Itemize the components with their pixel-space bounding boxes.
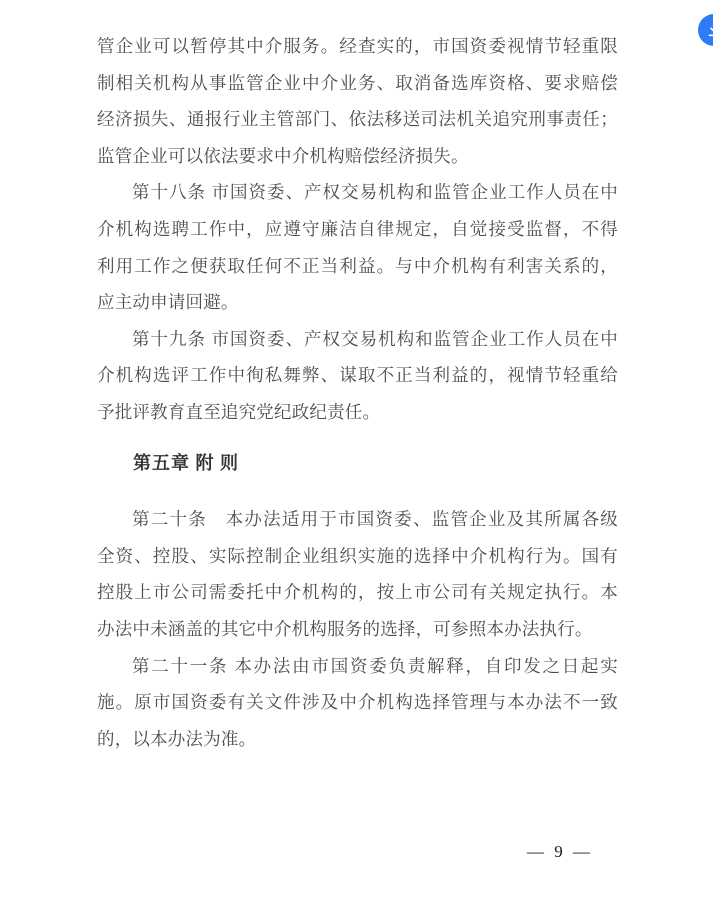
text-line: 施。原市国资委有关文件涉及中介机构选择管理与本办法不一致	[97, 692, 618, 713]
document-body	[97, 28, 618, 757]
paragraph	[97, 321, 618, 431]
paragraph	[97, 648, 618, 758]
text-line: 第十八条 市国资委、产权交易机构和监管企业工作人员在中	[132, 182, 618, 203]
text-line: 制相关机构从事监管企业中介业务、取消备选库资格、要求赔偿	[97, 72, 618, 93]
page-number: — 9 —	[527, 842, 593, 861]
paragraph	[97, 28, 618, 174]
text-line: 第二十条 本办法适用于市国资委、监管企业及其所属各级	[132, 509, 618, 530]
text-line: 应主动申请回避。	[97, 292, 239, 313]
download-icon	[706, 22, 713, 38]
text-line: 的，以本办法为准。	[97, 728, 257, 749]
text-line: 介机构选聘工作中，应遵守廉洁自律规定，自觉接受监督，不得	[97, 218, 618, 239]
text-line: 予批评教育直至追究党纪政纪责任。	[97, 401, 381, 422]
paragraph	[97, 174, 618, 320]
paragraph	[97, 501, 618, 647]
chapter-heading	[97, 445, 618, 482]
text-line: 全资、控股、实际控制企业组织实施的选择中介机构行为。国有	[97, 545, 618, 566]
text-line: 监管企业可以依法要求中介机构赔偿经济损失。	[97, 145, 469, 166]
text-line: 管企业可以暂停其中介服务。经查实的，市国资委视情节轻重限	[97, 36, 618, 56]
text-line: 利用工作之便获取任何不正当利益。与中介机构有利害关系的，	[97, 255, 618, 276]
text-line: 控股上市公司需委托中介机构的，按上市公司有关规定执行。本	[97, 582, 618, 603]
text-line: 经济损失、通报行业主管部门、依法移送司法机关追究刑事责任；	[97, 109, 618, 130]
text-line: 介机构选评工作中徇私舞弊、谋取不正当利益的，视情节轻重给	[97, 365, 618, 386]
text-line: 第二十一条 本办法由市国资委负责解释，自印发之日起实	[132, 655, 618, 676]
text-line: 第十九条 市国资委、产权交易机构和监管企业工作人员在中	[132, 328, 618, 349]
download-button[interactable]	[698, 14, 713, 46]
text-line: 办法中未涵盖的其它中介机构服务的选择，可参照本办法执行。	[97, 618, 593, 639]
text-line: 第五章 附 则	[133, 452, 239, 473]
